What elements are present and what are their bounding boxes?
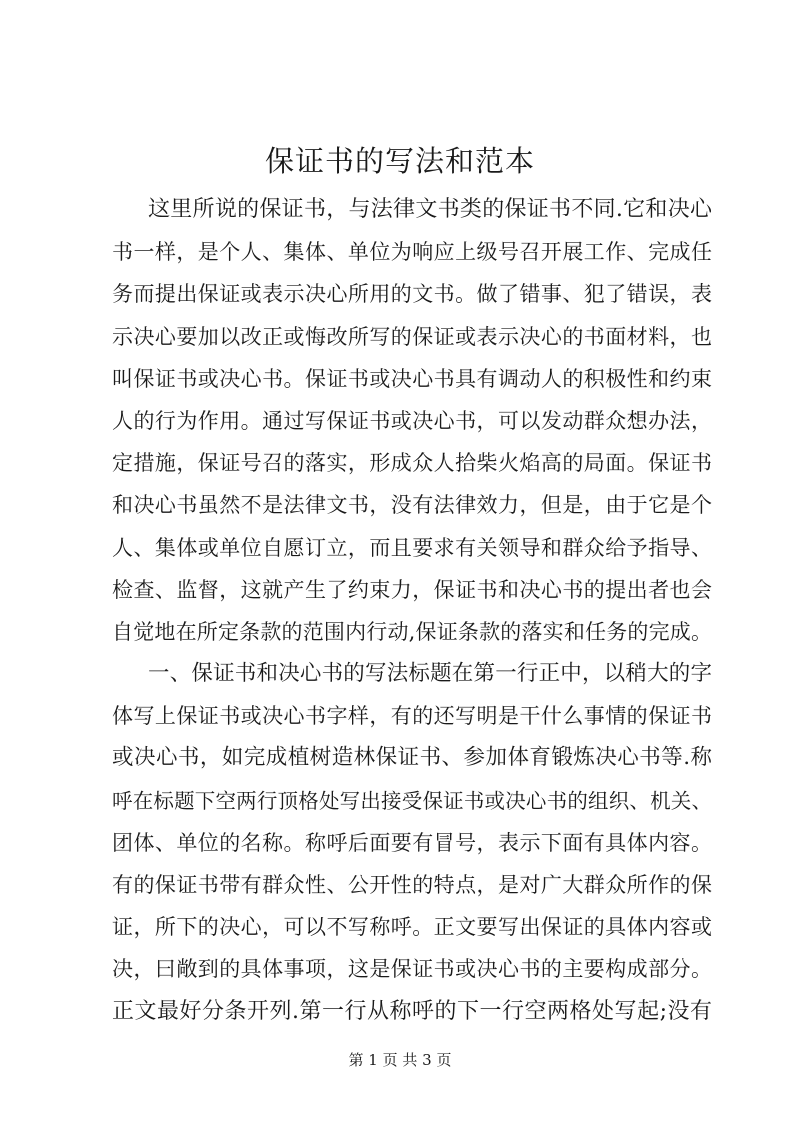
body-line: 叫保证书或决心书。保证书或决心书具有调动人的积极性和约束 — [112, 366, 712, 391]
body-line: 一、保证书和决心书的写法标题在第一行正中，以稍大的字 — [148, 661, 712, 687]
body-line: 这里所说的保证书，与法律文书类的保证书不同.它和决心 — [148, 197, 712, 222]
body-line: 务而提出保证或表示决心所用的文书。做了错事、犯了错误，表 — [112, 282, 712, 307]
body-line: 呼在标题下空两行顶格处写出接受保证书或决心书的组织、机关、 — [112, 788, 712, 813]
body-line: 证，所下的决心，可以不写称呼。正文要写出保证的具体内容或 — [112, 915, 712, 940]
body-line: 定措施，保证号召的落实，形成众人拾柴火焰高的局面。保证书 — [112, 451, 712, 476]
document-title: 保证书的写法和范本 — [264, 144, 535, 178]
body-line: 决，曰敞到的具体事项，这是保证书或决心书的主要构成部分。 — [112, 957, 712, 982]
body-line: 或决心书，如完成植树造林保证书、参加体育锻炼决心书等.称 — [112, 745, 712, 771]
body-line: 自觉地在所定条款的范围内行动,保证条款的落实和任务的完成。 — [112, 619, 712, 644]
body-line: 正文最好分条开列.第一行从称呼的下一行空两格处写起;没有 — [112, 998, 712, 1024]
body-line: 检查、监督，这就产生了约束力，保证书和决心书的提出者也会 — [112, 577, 712, 602]
body-line: 人的行为作用。通过写保证书或决心书，可以发动群众想办法， — [112, 408, 712, 433]
body-line: 体写上保证书或决心书字样，有的还写明是干什么事情的保证书 — [112, 704, 712, 729]
body-line: 和决心书虽然不是法律文书，没有法律效力，但是，由于它是个 — [112, 493, 712, 518]
body-line: 人、集体或单位自愿订立，而且要求有关领导和群众给予指导、 — [112, 535, 712, 560]
body-line: 示决心要加以改正或悔改所写的保证或表示决心的书面材料，也 — [112, 324, 712, 349]
body-line: 有的保证书带有群众性、公开性的特点，是对广大群众所作的保 — [112, 873, 712, 897]
page-number-footer: 第 1 页 共 3 页 — [348, 1051, 452, 1069]
body-line: 书一样，是个人、集体、单位为响应上级号召开展工作、完成任 — [112, 240, 712, 265]
body-text — [112, 189, 712, 1033]
body-line: 团体、单位的名称。称呼后面要有冒号，表示下面有具体内容。 — [112, 830, 712, 855]
